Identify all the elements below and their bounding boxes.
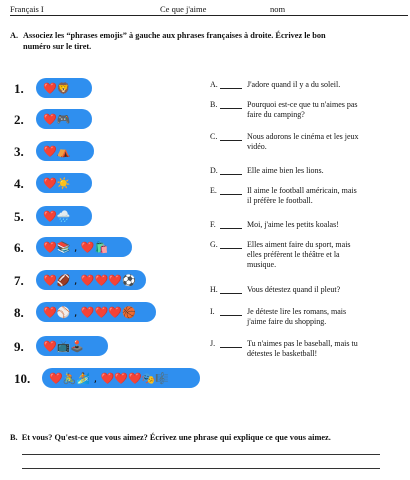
header-course: Français I xyxy=(10,4,44,14)
emoji-bubble xyxy=(36,270,146,290)
answer-sentence-line: Tu n'aimes pas le baseball, mais tu xyxy=(247,339,358,348)
answer-sentence xyxy=(247,132,359,152)
answer-item xyxy=(210,285,400,297)
answer-letter: J. xyxy=(210,339,216,348)
part-a-line1: Associez les “phrases emojis” à gauche aux phrases françaises à droite. Écrivez le bon xyxy=(23,31,326,40)
answer-letter: G. xyxy=(210,240,218,249)
answer-sentence xyxy=(247,339,358,359)
answer-sentence-line: Je déteste lire les romans, mais xyxy=(247,307,347,316)
answer-item xyxy=(210,307,400,329)
question-number: 5. xyxy=(14,209,24,224)
emoji-bubble xyxy=(36,173,92,193)
answer-sentence-line: Nous adorons le cinéma et les jeux xyxy=(247,132,359,141)
answer-letter: C. xyxy=(210,132,218,141)
answer-blank[interactable] xyxy=(220,194,242,195)
answer-sentence-line: détestes le basketball! xyxy=(247,349,318,358)
answer-sentence-line: J'adore quand il y a du soleil. xyxy=(247,80,341,89)
part-b-label: B. xyxy=(10,433,18,442)
question-number: 10. xyxy=(14,371,31,386)
question-number: 6. xyxy=(14,240,24,255)
emoji-sequence: ❤️📺🕹️ xyxy=(43,339,85,353)
answer-sentence xyxy=(247,166,324,176)
answer-sentence-line: vidéo. xyxy=(247,142,267,151)
question-number: 8. xyxy=(14,305,24,320)
answer-item xyxy=(210,240,400,272)
answer-sentence-line: musique. xyxy=(247,260,277,269)
emoji-sequence: ❤️⚾ , ❤️❤️❤️🏀 xyxy=(43,305,136,319)
part-a-line2: numéro sur le tiret. xyxy=(23,42,92,51)
emoji-sequence: ❤️⛺ xyxy=(43,144,71,158)
emoji-sequence: ❤️🎮 xyxy=(43,112,71,126)
answer-blank[interactable] xyxy=(220,140,242,141)
answer-sentence xyxy=(247,220,339,230)
answer-letter: A. xyxy=(210,80,218,89)
writing-line[interactable] xyxy=(22,468,380,469)
header-title: Ce que j'aime xyxy=(160,4,207,14)
answer-blank[interactable] xyxy=(220,248,242,249)
part-a-label: A. xyxy=(10,31,19,40)
answer-letter: H. xyxy=(210,285,218,294)
question-number: 2. xyxy=(14,112,24,127)
answer-blank[interactable] xyxy=(220,228,242,229)
part-a-instructions xyxy=(10,30,402,52)
question-number: 4. xyxy=(14,176,24,191)
question-number: 7. xyxy=(14,273,24,288)
emoji-sequence: ❤️🚴🏄 , ❤️❤️❤️🎭🎼 xyxy=(49,371,170,385)
answer-sentence xyxy=(247,80,340,90)
answer-blank[interactable] xyxy=(220,88,242,89)
answer-sentence-line: elles préfèrent le théâtre et la xyxy=(247,250,340,259)
answer-sentence xyxy=(247,100,358,120)
answer-blank[interactable] xyxy=(220,174,242,175)
answer-sentence-line: Moi, j'aime les petits koalas! xyxy=(247,220,339,229)
answer-letter: B. xyxy=(210,100,218,109)
answer-sentence-line: Pourquoi est-ce que tu n'aimes pas xyxy=(247,100,358,109)
emoji-bubble xyxy=(36,78,92,98)
answer-sentence xyxy=(247,240,351,270)
answer-letter: D. xyxy=(210,166,218,175)
answer-item xyxy=(210,100,400,122)
answer-blank[interactable] xyxy=(220,293,242,294)
answer-sentence-line: Il aime le football américain, mais xyxy=(247,186,357,195)
answer-sentence-line: Elles aiment faire du sport, mais xyxy=(247,240,351,249)
emoji-sequence: ❤️🏈 , ❤️❤️❤️⚽ xyxy=(43,273,136,287)
answer-sentence xyxy=(247,307,346,327)
answer-item xyxy=(210,186,400,208)
answer-item xyxy=(210,220,400,232)
question-number: 3. xyxy=(14,144,24,159)
part-b-instructions xyxy=(10,433,331,442)
emoji-bubble xyxy=(36,302,156,322)
header-name-label: nom xyxy=(270,4,286,14)
writing-line[interactable] xyxy=(22,454,380,455)
answer-sentence-line: il préfère le football. xyxy=(247,196,313,205)
answer-item xyxy=(210,132,400,154)
question-number: 1. xyxy=(14,81,24,96)
answer-letter: I. xyxy=(210,307,215,316)
answer-letter: F. xyxy=(210,220,216,229)
emoji-bubble xyxy=(36,206,92,226)
emoji-sequence: ❤️🌧️ xyxy=(43,209,71,223)
answer-item xyxy=(210,80,400,92)
emoji-sequence: ❤️☀️ xyxy=(43,176,71,190)
answer-sentence-line: Vous détestez quand il pleut? xyxy=(247,285,341,294)
answer-sentence xyxy=(247,186,357,206)
answer-sentence-line: Elle aime bien les lions. xyxy=(247,166,324,175)
answer-item xyxy=(210,166,400,178)
question-number: 9. xyxy=(14,339,24,354)
emoji-bubble xyxy=(36,336,108,356)
emoji-bubble xyxy=(36,109,92,129)
answer-blank[interactable] xyxy=(220,347,242,348)
answer-item xyxy=(210,339,400,361)
emoji-bubble xyxy=(42,368,200,388)
answer-blank[interactable] xyxy=(220,315,242,316)
emoji-sequence: ❤️🦁 xyxy=(43,81,71,95)
answer-letter: E. xyxy=(210,186,217,195)
emoji-bubble xyxy=(36,237,132,257)
answer-sentence-line: j'aime faire du shopping. xyxy=(247,317,327,326)
part-b-text: Et vous? Qu'est-ce que vous aimez? Écrivez une phrase qui explique ce que vous aimez. xyxy=(21,433,331,442)
answer-blank[interactable] xyxy=(220,108,242,109)
answer-sentence xyxy=(247,285,340,295)
header-underline xyxy=(10,15,408,16)
emoji-bubble xyxy=(36,141,94,161)
emoji-sequence: ❤️📚 , ❤️🛍️ xyxy=(43,240,109,254)
answer-sentence-line: faire du camping? xyxy=(247,110,305,119)
